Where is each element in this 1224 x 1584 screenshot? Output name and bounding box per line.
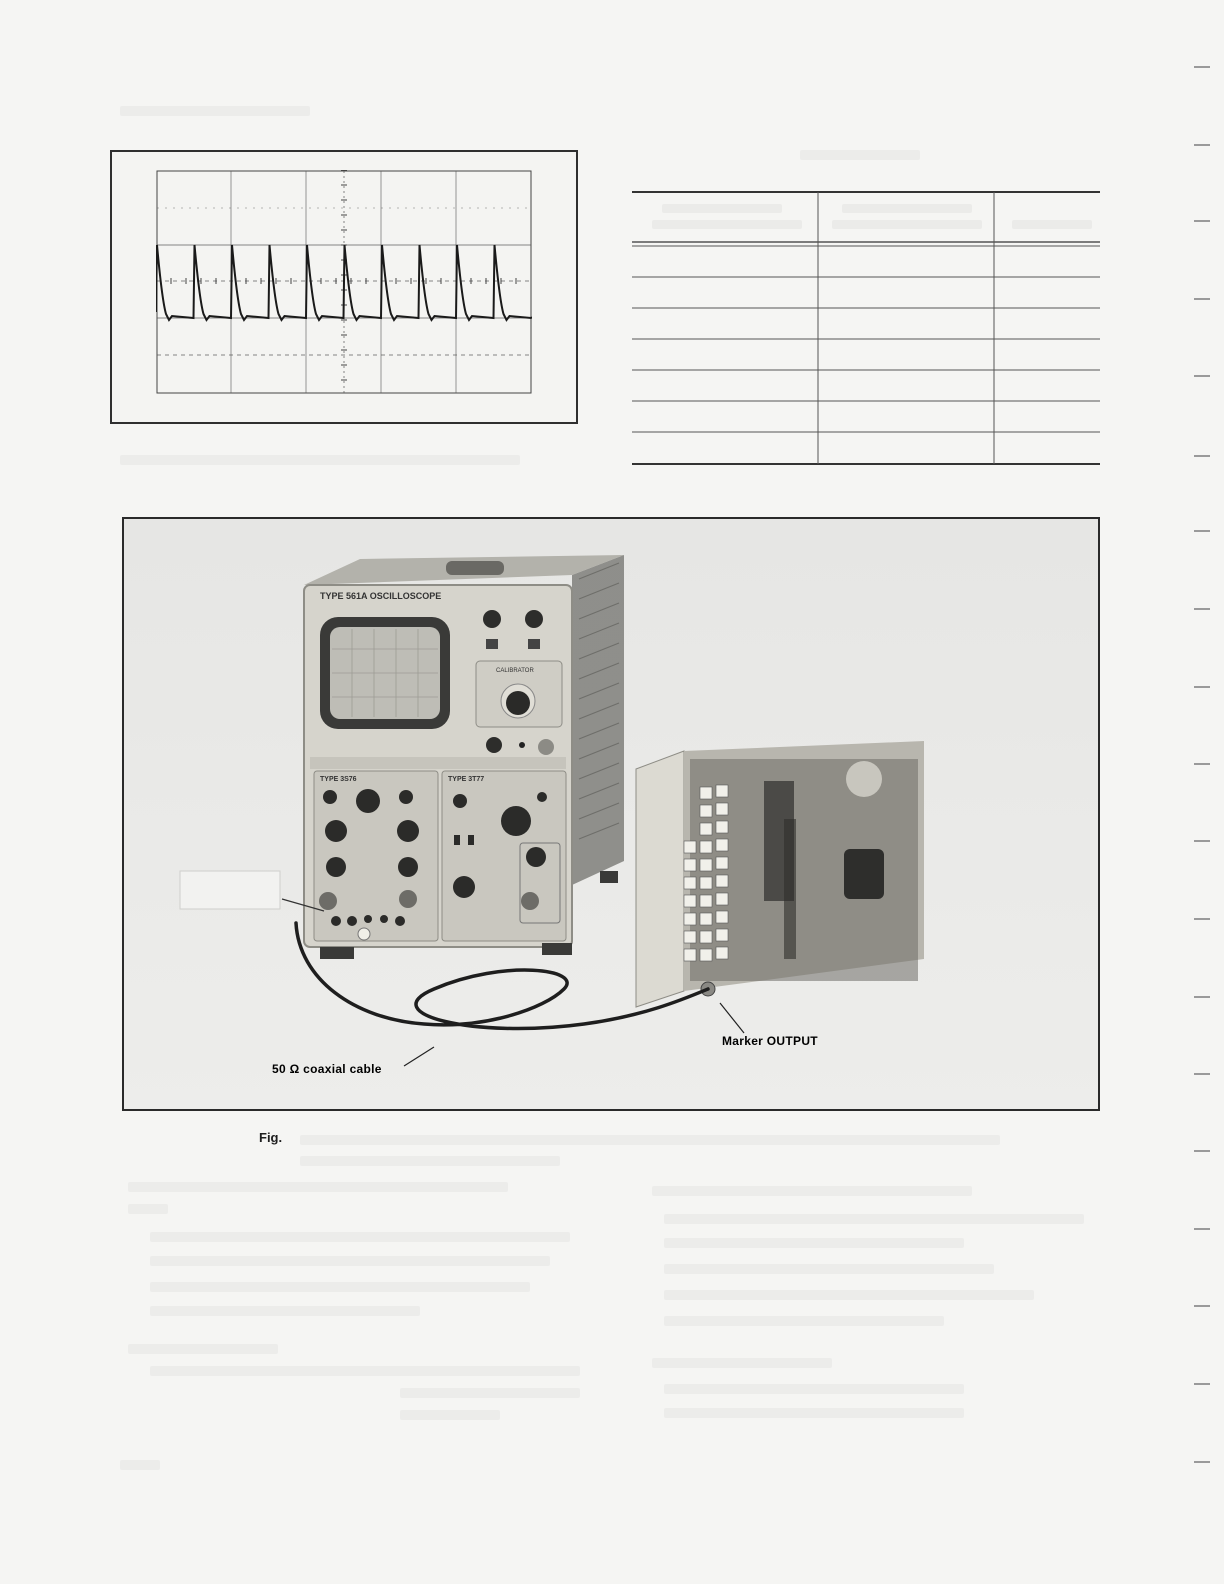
page-header-faint: [120, 106, 310, 116]
equipment-photo: [122, 517, 1100, 1111]
waveform-graticule: [156, 170, 532, 394]
waveform-caption-faint: [120, 455, 520, 465]
equipment-illustration: [124, 519, 1100, 1111]
marker-table: [632, 190, 1100, 466]
calibrator-label: CALIBRATOR: [496, 668, 534, 674]
figure-label: Fig.: [259, 1130, 283, 1145]
page-number-faint: [120, 1460, 160, 1470]
marker-pulse-trace: [156, 245, 532, 320]
table-title-faint: [800, 150, 920, 160]
connector-sticker: [180, 871, 280, 909]
time-mark-generator: [636, 741, 924, 1007]
coaxial-cable-callout: 50 Ω coaxial cable: [272, 1062, 382, 1076]
figure-caption-faint-2: [300, 1156, 560, 1166]
right-plugin-label: TYPE 3T77: [448, 776, 485, 783]
scope-nameplate: TYPE 561A OSCILLOSCOPE: [320, 591, 442, 601]
marker-output-callout: Marker OUTPUT: [722, 1034, 818, 1048]
left-plugin-label: TYPE 3S76: [320, 776, 357, 783]
waveform-display: [110, 150, 578, 424]
marker-table-rules: [632, 190, 1100, 466]
figure-caption-faint: [300, 1135, 1000, 1145]
